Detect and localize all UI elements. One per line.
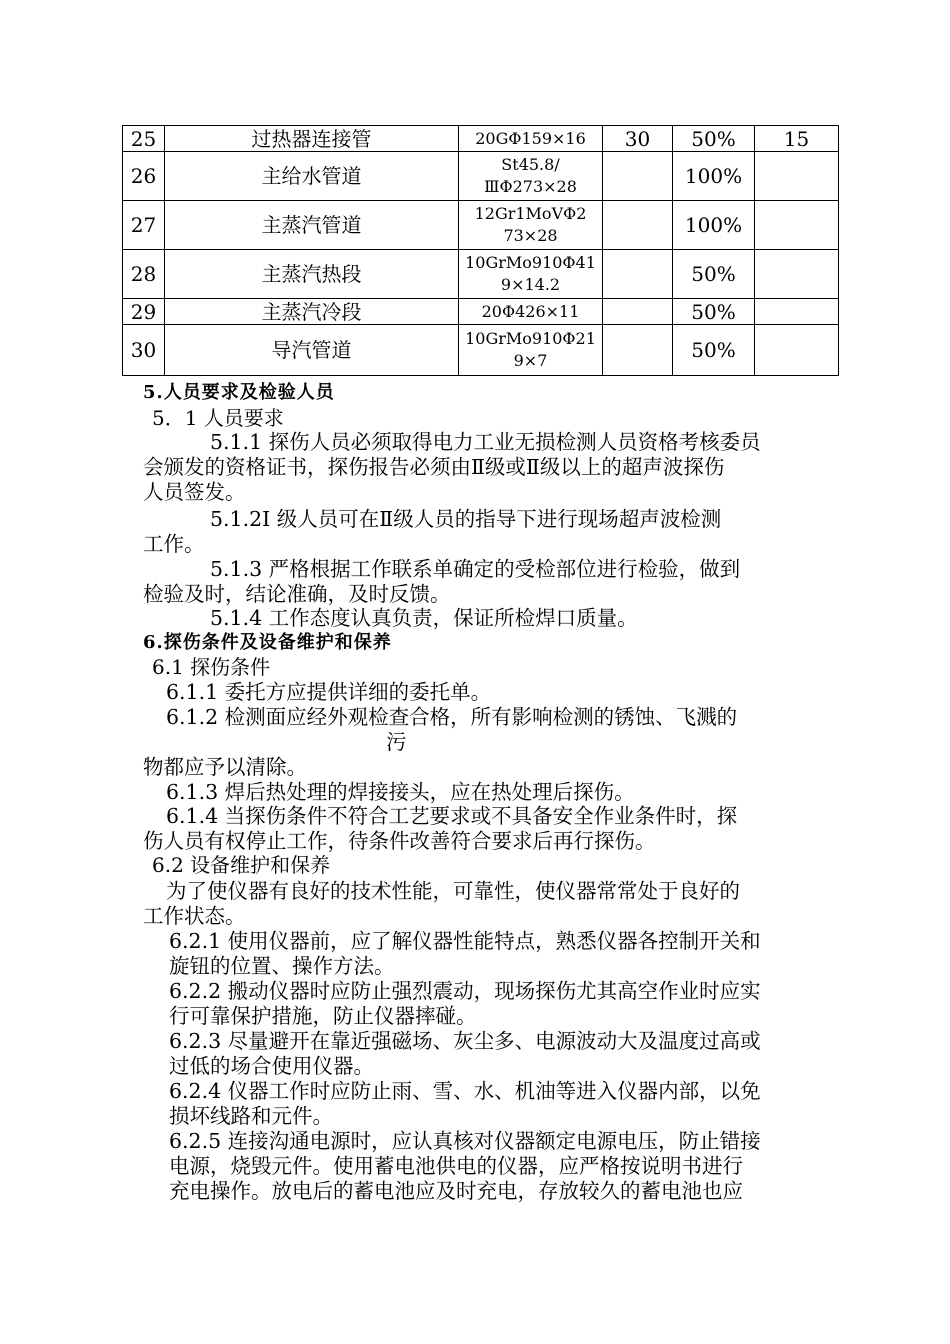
cell-number: 30 xyxy=(123,325,165,376)
cell-number: 29 xyxy=(123,299,165,325)
paragraph-6-2-5-line1: 6.2.5 连接沟通电源时，应认真核对仪器额定电源电压，防止错接 xyxy=(169,1129,761,1153)
cell-name: 导汽管道 xyxy=(165,325,459,376)
cell-col6: 15 xyxy=(755,126,839,152)
material-line: 12Gr1MoVΦ2 xyxy=(474,204,587,223)
cell-number: 28 xyxy=(123,250,165,299)
paragraph-5-1-1-line1: 5.1.1 探伤人员必须取得电力工业无损检测人员资格考核委员 xyxy=(210,430,761,454)
table-row xyxy=(123,299,839,325)
paragraph-6-1-2-line3: 物都应予以清除。 xyxy=(143,755,307,779)
cell-name: 主蒸汽冷段 xyxy=(165,299,459,325)
cell-col4 xyxy=(603,201,673,250)
paragraph-6-2-1-line2: 旋钮的位置、操作方法。 xyxy=(169,954,395,978)
material-line: 10GrMo910Φ21 xyxy=(465,329,596,348)
material-line: 20Φ426×11 xyxy=(481,301,580,321)
paragraph-5-1-4: 5.1.4 工作态度认真负责，保证所检焊口质量。 xyxy=(210,606,638,630)
paragraph-5-1-2-line2: 工作。 xyxy=(143,532,205,556)
section-5-heading: 5.人员要求及检验人员 xyxy=(143,382,335,403)
paragraph-6-1-4-line1: 6.1.4 当探伤条件不符合工艺要求或不具备安全作业条件时，探 xyxy=(166,804,738,828)
cell-material xyxy=(459,126,603,152)
material-line: 10GrMo910Φ41 xyxy=(465,253,596,272)
cell-material xyxy=(459,152,603,201)
paragraph-6-2-3-line1: 6.2.3 尽量避开在靠近强磁场、灰尘多、电源波动大及温度过高或 xyxy=(169,1029,761,1053)
paragraph-6-1-3: 6.1.3 焊后热处理的焊接接头，应在热处理后探伤。 xyxy=(166,780,635,804)
cell-col4 xyxy=(603,250,673,299)
cell-col4 xyxy=(603,325,673,376)
cell-col6 xyxy=(755,250,839,299)
material-line: 9×14.2 xyxy=(500,275,561,294)
cell-col4 xyxy=(603,152,673,201)
paragraph-6-2-1-line1: 6.2.1 使用仪器前，应了解仪器性能特点，熟悉仪器各控制开关和 xyxy=(169,929,761,953)
cell-col4 xyxy=(603,299,673,325)
paragraph-6-2-5-line3: 充电操作。放电后的蓄电池应及时充电，存放较久的蓄电池也应 xyxy=(169,1179,743,1203)
cell-col6 xyxy=(755,152,839,201)
cell-ratio: 50% xyxy=(673,126,755,152)
table-row xyxy=(123,325,839,376)
cell-col4: 30 xyxy=(603,126,673,152)
cell-ratio: 50% xyxy=(673,250,755,299)
cell-ratio: 100% xyxy=(673,152,755,201)
cell-number: 26 xyxy=(123,152,165,201)
section-5-1-title: 5．1 人员要求 xyxy=(152,406,284,430)
material-line: 9×7 xyxy=(513,351,548,370)
cell-material xyxy=(459,201,603,250)
cell-name: 主蒸汽热段 xyxy=(165,250,459,299)
section-6-1-title: 6.1 探伤条件 xyxy=(152,655,271,679)
paragraph-5-1-2-line1: 5.1.2Ⅰ 级人员可在Ⅱ级人员的指导下进行现场超声波检测 xyxy=(210,507,722,531)
cell-ratio: 50% xyxy=(673,299,755,325)
cell-col6 xyxy=(755,325,839,376)
material-line: ⅢΦ273×28 xyxy=(484,177,577,196)
cell-ratio: 50% xyxy=(673,325,755,376)
paragraph-6-2-line2: 工作状态。 xyxy=(143,904,246,928)
cell-col6 xyxy=(755,299,839,325)
section-6-heading: 6.探伤条件及设备维护和保养 xyxy=(143,632,392,653)
paragraph-6-2-4-line2: 损坏线路和元件。 xyxy=(169,1104,333,1128)
material-line: 20GΦ159×16 xyxy=(475,128,586,148)
material-line: St45.8/ xyxy=(501,155,560,174)
paragraph-6-2-3-line2: 过低的场合使用仪器。 xyxy=(169,1054,374,1078)
cell-material xyxy=(459,299,603,325)
section-6-2-title: 6.2 设备维护和保养 xyxy=(152,853,331,877)
paragraph-6-1-1: 6.1.1 委托方应提供详细的委托单。 xyxy=(166,680,492,704)
paragraph-6-2-4-line1: 6.2.4 仪器工作时应防止雨、雪、水、机油等进入仪器内部，以免 xyxy=(169,1079,761,1103)
table-row xyxy=(123,250,839,299)
paragraph-6-1-4-line2: 伤人员有权停止工作，待条件改善符合要求后再行探伤。 xyxy=(143,829,656,853)
paragraph-5-1-3-line1: 5.1.3 严格根据工作联系单确定的受检部位进行检验，做到 xyxy=(210,557,741,581)
table-body xyxy=(123,126,839,376)
paragraph-6-1-2-line2: 污 xyxy=(386,730,407,754)
cell-material xyxy=(459,325,603,376)
cell-name: 主给水管道 xyxy=(165,152,459,201)
table-row xyxy=(123,126,839,152)
paragraph-6-1-2-line1: 6.1.2 检测面应经外观检查合格，所有影响检测的锈蚀、飞溅的 xyxy=(166,705,738,729)
paragraph-5-1-1-line3: 人员签发。 xyxy=(143,480,246,504)
cell-number: 25 xyxy=(123,126,165,152)
cell-ratio: 100% xyxy=(673,201,755,250)
paragraph-6-2-line1: 为了使仪器有良好的技术性能，可靠性，使仪器常常处于良好的 xyxy=(166,879,740,903)
paragraph-6-2-2-line2: 行可靠保护措施，防止仪器摔碰。 xyxy=(169,1004,477,1028)
paragraph-5-1-1-line2: 会颁发的资格证书，探伤报告必须由Ⅱ级或Ⅱ级以上的超声波探伤 xyxy=(143,455,725,479)
inspection-table xyxy=(122,125,839,376)
cell-name: 过热器连接管 xyxy=(165,126,459,152)
table-row xyxy=(123,152,839,201)
paragraph-5-1-3-line2: 检验及时，结论准确，及时反馈。 xyxy=(143,582,451,606)
cell-number: 27 xyxy=(123,201,165,250)
cell-material xyxy=(459,250,603,299)
paragraph-6-2-2-line1: 6.2.2 搬动仪器时应防止强烈震动，现场探伤尤其高空作业时应实 xyxy=(169,979,761,1003)
material-line: 73×28 xyxy=(503,226,558,245)
table-row xyxy=(123,201,839,250)
cell-col6 xyxy=(755,201,839,250)
cell-name: 主蒸汽管道 xyxy=(165,201,459,250)
paragraph-6-2-5-line2: 电源，烧毁元件。使用蓄电池供电的仪器，应严格按说明书进行 xyxy=(169,1154,743,1178)
